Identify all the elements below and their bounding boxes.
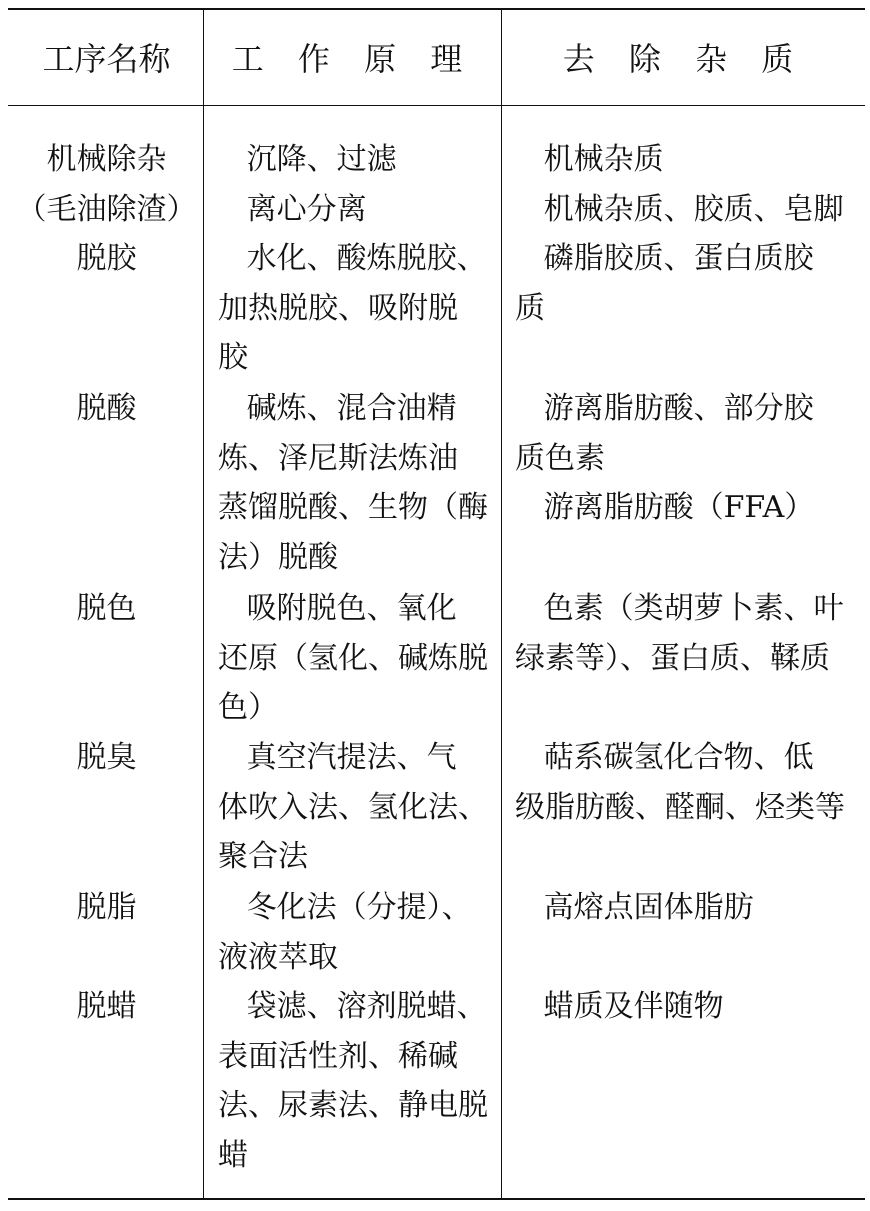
table-top-rule xyxy=(8,8,865,10)
row-deacidification-principle: 碱炼、混合油精 炼、泽尼斯法炼油 蒸馏脱酸、生物（酶 法）脱酸 xyxy=(218,391,488,575)
row-decolorization-name: 脱色 xyxy=(76,591,137,626)
row-mechanical-principle: 沉降、过滤 离心分离 xyxy=(246,142,397,227)
row-deodorization-impurity: 萜系碳氢化合物、低 级脂肪酸、醛酮、烃类等 xyxy=(515,740,845,825)
row-deodorization-principle: 真空汽提法、气 体吹入法、氢化法、 聚合法 xyxy=(218,740,488,874)
header-working-principle: 工 作 原 理 xyxy=(231,40,475,78)
row-degumming-name: 脱胶 xyxy=(76,241,137,276)
row-degreasing-name: 脱脂 xyxy=(76,890,137,925)
row-decolorization-principle: 吸附脱色、氧化 还原（氢化、碱炼脱 色） xyxy=(218,591,488,725)
row-dewaxing-name: 脱蜡 xyxy=(76,989,137,1024)
header-separator-rule xyxy=(8,105,865,106)
row-degumming-principle: 水化、酸炼脱胶、 加热脱胶、吸附脱 胶 xyxy=(218,241,487,375)
row-degumming-impurity: 磷脂胶质、蛋白质胶 质 xyxy=(515,241,814,326)
column-divider-2 xyxy=(501,10,502,1199)
row-mechanical-impurity: 机械杂质 机械杂质、胶质、皂脚 xyxy=(543,142,844,227)
row-mechanical-name: 机械除杂 （毛油除渣） xyxy=(16,142,197,227)
row-deacidification-name: 脱酸 xyxy=(76,391,137,426)
row-deacidification-impurity: 游离脂肪酸、部分胶 质色素 游离脂肪酸（FFA） xyxy=(515,391,815,525)
row-degreasing-principle: 冬化法（分提）、 液液萃取 xyxy=(218,890,472,975)
row-deodorization-name: 脱臭 xyxy=(76,740,137,775)
row-dewaxing-principle: 袋滤、溶剂脱蜡、 表面活性剂、稀碱 法、尿素法、静电脱 蜡 xyxy=(218,989,488,1173)
row-decolorization-impurity: 色素（类胡萝卜素、叶 绿素等）、蛋白质、鞣质 xyxy=(515,591,844,676)
column-divider-1 xyxy=(203,10,204,1199)
header-impurities-removed: 去 除 杂 质 xyxy=(562,40,806,78)
header-process-name: 工序名称 xyxy=(42,40,171,78)
table-bottom-rule xyxy=(8,1198,865,1200)
row-dewaxing-impurity: 蜡质及伴随物 xyxy=(515,989,724,1024)
row-degreasing-impurity: 高熔点固体脂肪 xyxy=(515,890,754,925)
